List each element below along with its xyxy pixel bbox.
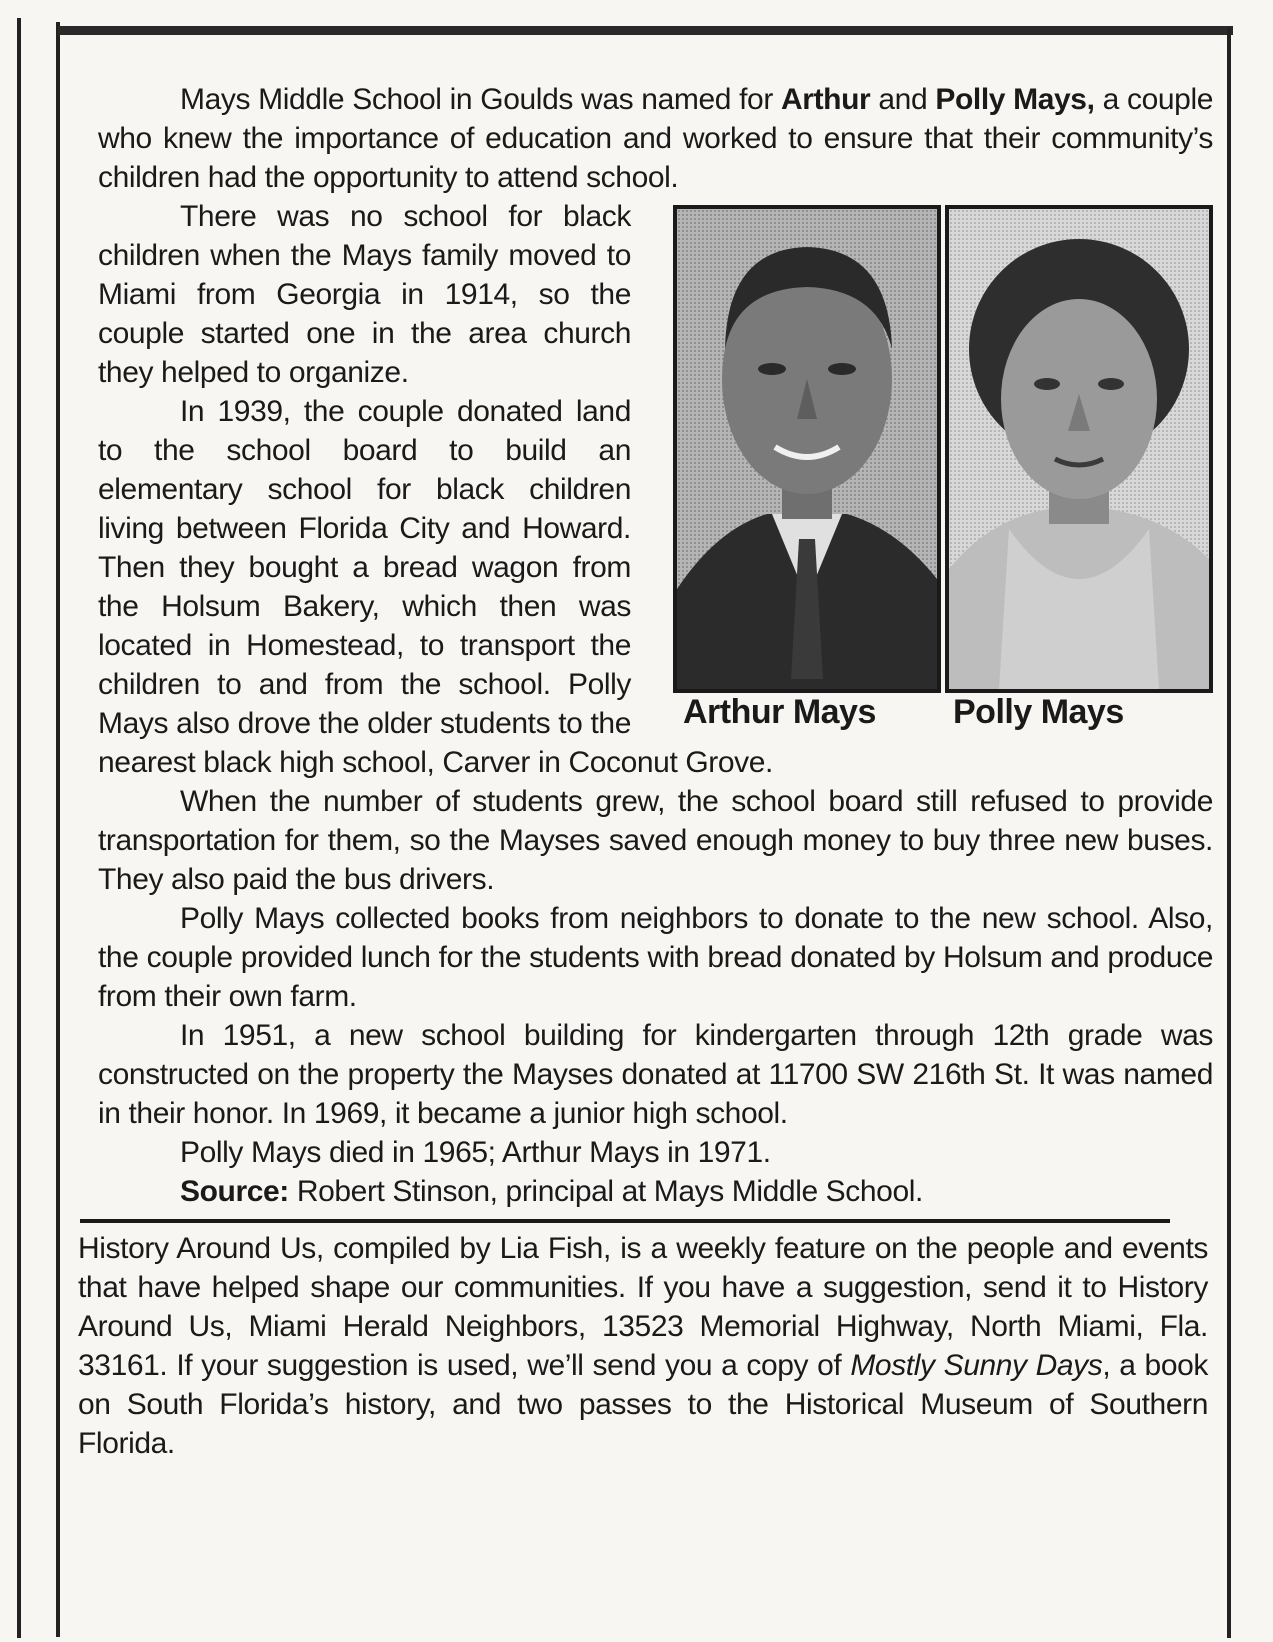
feature-footer: [78, 1229, 1208, 1463]
name-polly: Polly Mays,: [935, 83, 1095, 116]
left-border-rule-inner: [56, 22, 60, 1637]
section-divider: [80, 1219, 1170, 1223]
caption-arthur-mays: Arthur Mays: [683, 693, 876, 731]
article-body: [78, 80, 1213, 1463]
paragraph-deaths: Polly Mays died in 1965; Arthur Mays in 1971.: [180, 1136, 771, 1169]
paragraph-intro: Mays Middle School in Goulds was named for Arthur and Polly Mays, a couple who knew the importance of education and worked to ensure that their community’s children had the opportunity to attend school.: [98, 83, 1213, 194]
paragraph-books-lunch: Polly Mays collected books from neighbors to donate to the new school. Also, the couple provided lunch for the students with bread donated by Holsum and produce from their own farm.: [98, 902, 1213, 1013]
photo-block: [653, 205, 1213, 730]
portrait-man-icon: [677, 209, 937, 689]
paragraph-1939-donation: In 1939, the couple donated land to the school board to build an elementary school for black children living between Florida City and Howard. Then they bought a bread wagon from the Holsum Bakery, which then was located in Homestead, to transport the children to and from the school. Polly Mays also drove the older students to the nearest black high school, Carver in Coconut Grove.: [98, 395, 773, 779]
source-credit: [98, 1172, 1213, 1211]
paragraph-no-school: There was no school for black children when the Mays family moved to Miami from Georgia in 1914, so the couple started one in the area church they helped to organize.: [98, 200, 631, 389]
right-border-rule: [1227, 28, 1231, 1638]
photo-polly-mays: [945, 205, 1213, 693]
footer-paragraph: History Around Us, compiled by Lia Fish, is a weekly feature on the people and events that have helped shape our communities. If you have a suggestion, send it to History Around Us, Miami Herald Neighbors, 13523 Memorial Highway, North Miami, Fla. 33161. If your suggestion is used, we’ll send you a copy of Mostly Sunny Days, a book on South Florida’s history, and two passes to the Historical Museum of Southern Florida.: [78, 1232, 1209, 1460]
portrait-woman-icon: [949, 209, 1209, 689]
left-border-rule-outer: [17, 18, 21, 1638]
top-border-rule: [58, 26, 1233, 35]
source-label: Source:: [180, 1175, 289, 1208]
paragraph-1951-building: In 1951, a new school building for kindergarten through 12th grade was constructed on the property the Mayses donated at 11700 SW 216th St. It was named in their honor. In 1969, it became a junior high school.: [98, 1019, 1213, 1130]
paragraph-buses: When the number of students grew, the school board still refused to provide transportation for them, so the Mayses saved enough money to buy three new buses. They also paid the bus drivers.: [98, 785, 1213, 896]
source-text: Robert Stinson, principal at Mays Middle School.: [288, 1175, 923, 1208]
name-arthur: Arthur: [781, 83, 871, 116]
caption-polly-mays: Polly Mays: [953, 693, 1124, 731]
book-title: Mostly Sunny Days: [850, 1349, 1103, 1382]
photo-arthur-mays: [673, 205, 941, 693]
